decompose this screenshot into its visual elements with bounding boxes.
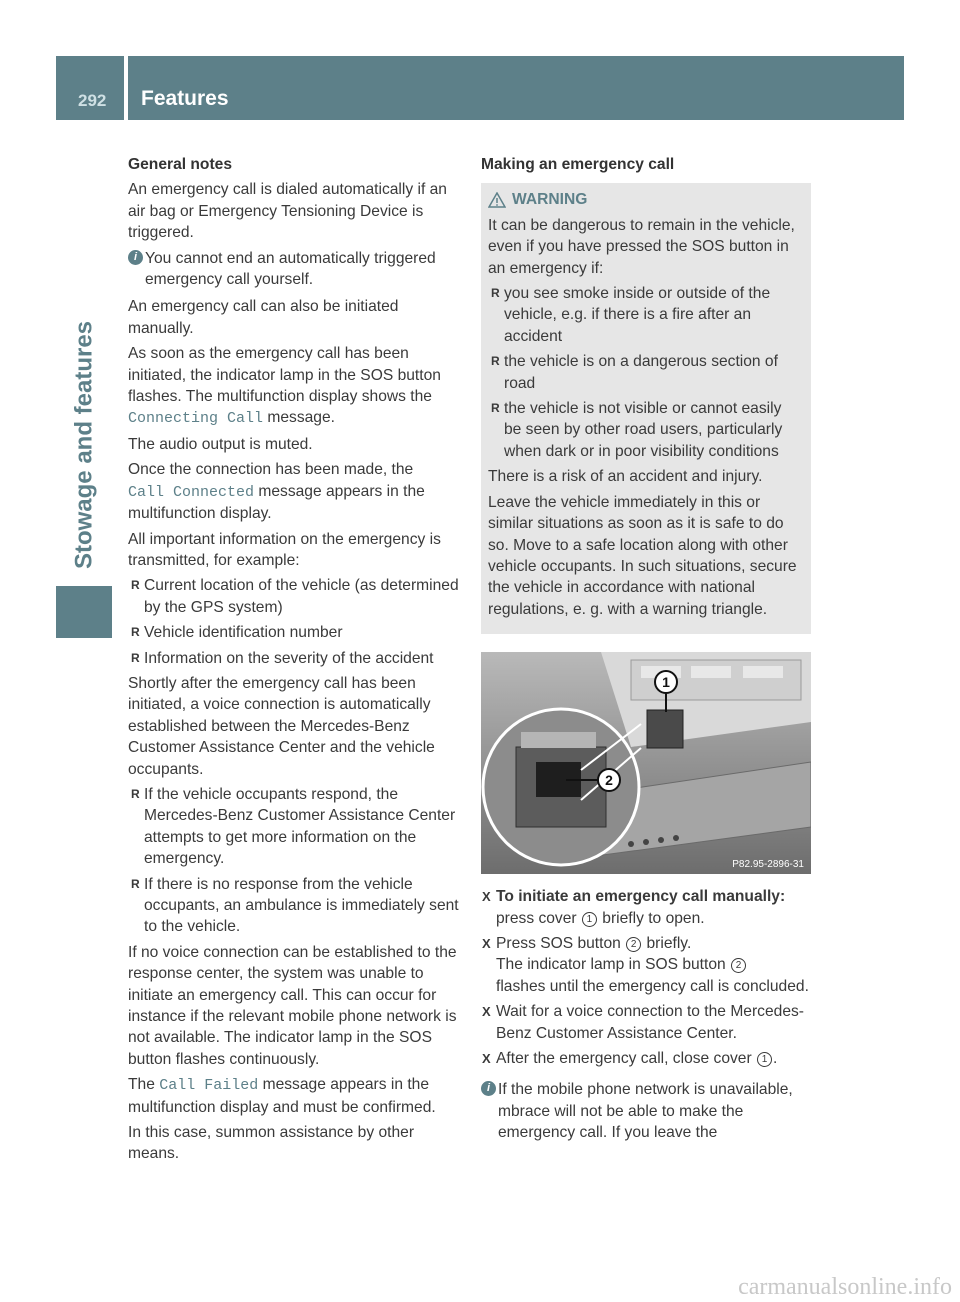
section-title: Features — [141, 87, 229, 110]
paragraph — [128, 343, 461, 430]
step-text: Press SOS button — [496, 934, 621, 952]
paragraph: If no voice connection can be established to the response center, the system was unable to initiate an emergency call. This can occur for instance if the relevant mobile phone network is not available. The indicator lamp in the SOS button flashes continuously. — [128, 943, 457, 1068]
side-chapter-label: Stowage and features — [70, 320, 98, 570]
list-item: R Information on the severity of the accident — [128, 648, 461, 669]
note-text: If the mobile phone network is unavailable, mbrace will not be able to make the emergency call. If you leave the — [498, 1081, 793, 1142]
step — [481, 933, 811, 997]
step-text: press cover — [496, 909, 577, 927]
photo-code: P82.95-2896-31 — [732, 859, 804, 871]
paragraph: An emergency call can also be initiated manually. — [128, 298, 399, 337]
info-icon: i — [481, 1081, 496, 1096]
paragraph-text: As soon as the emergency call has been initiated, the indicator lamp in the SOS button flashes. The multifunction display shows the — [128, 345, 441, 406]
warning-list — [488, 283, 803, 462]
right-column — [481, 154, 811, 1150]
info-list — [128, 575, 461, 669]
paragraph — [128, 459, 461, 524]
side-tab-marker — [56, 586, 112, 638]
paragraph-text: message appears in the multifunction display and must be confirmed. — [128, 1076, 436, 1116]
paragraph-text: message appears in the multifunction display. — [128, 482, 425, 523]
paragraph — [128, 1074, 461, 1118]
sos-button-photo — [481, 652, 811, 874]
step-text: flashes until the emergency call is concluded. — [496, 977, 809, 995]
paragraph-text: Once the connection has been made, the — [128, 461, 414, 479]
callout-1-ref: 1 — [582, 912, 597, 927]
note-text: You cannot end an automatically triggered emergency call yourself. — [145, 249, 436, 289]
warning-box — [481, 183, 811, 634]
steps — [481, 886, 811, 1143]
warning-triangle-icon — [488, 192, 506, 208]
warning-risk: There is a risk of an accident and injury. — [488, 468, 763, 486]
callout-2: 2 — [605, 772, 613, 789]
step-text: briefly. — [646, 934, 692, 952]
paragraph-text: The — [128, 1076, 155, 1094]
list-item: R the vehicle is on a dangerous section of road — [488, 351, 803, 394]
step-text: The indicator lamp in SOS button — [496, 956, 726, 974]
warning-intro: It can be dangerous to remain in the vehicle, even if you have pressed the SOS button in an emergency if: — [488, 216, 795, 277]
list-item: R Current location of the vehicle (as determined by the GPS system) — [128, 575, 461, 618]
step — [481, 886, 811, 929]
callout-1: 1 — [662, 674, 670, 691]
paragraph: All important information on the emergency is transmitted, for example: — [128, 530, 441, 569]
callout-2-ref: 2 — [626, 937, 641, 952]
warning-advice: Leave the vehicle immediately in this or similar situations as soon as it is safe to do so. Move to a safe location along with other vehicle occupants. In such situations, secure the vehicle in accordance with national regulations, e. g. with a warning triangle. — [488, 493, 797, 618]
callout-1-ref: 1 — [757, 1052, 772, 1067]
general-notes-heading: General notes — [128, 156, 232, 173]
photo-illustration — [481, 652, 811, 874]
making-call-heading: Making an emergency call — [481, 156, 675, 173]
response-list — [128, 784, 461, 938]
callout-2-ref: 2 — [731, 958, 746, 973]
watermark: carmanualsonline.info — [738, 1273, 952, 1300]
list-item: R Vehicle identification number — [128, 622, 461, 643]
page-number: 292 — [78, 91, 107, 110]
header-divider — [124, 56, 128, 120]
step — [481, 1048, 811, 1069]
list-item: R If there is no response from the vehicle occupants, an ambulance is immediately sent to the vehicle. — [128, 874, 461, 938]
step-bold: To initiate an emergency call manually: — [496, 888, 786, 906]
display-message-code: Connecting Call — [128, 410, 264, 428]
step-text: After the emergency call, close cover — [496, 1049, 752, 1067]
list-item: R you see smoke inside or outside of the vehicle, e.g. if there is a fire after an accident — [488, 283, 803, 347]
display-message-code: Call Connected — [128, 483, 255, 501]
paragraph: The audio output is muted. — [128, 435, 313, 453]
paragraph: In this case, summon assistance by other means. — [128, 1124, 415, 1163]
info-note — [128, 248, 461, 291]
warning-title: WARNING — [512, 191, 588, 209]
list-item: R the vehicle is not visible or cannot easily be seen by other road users, particularly when dark or in poor visibility conditions — [488, 398, 803, 462]
warning-header — [488, 189, 803, 210]
info-icon: i — [128, 250, 143, 265]
step: X Wait for a voice connection to the Mercedes-Benz Customer Assistance Center. — [481, 1001, 811, 1044]
display-message-code: Call Failed — [159, 1077, 259, 1095]
paragraph-text: message. — [267, 409, 335, 427]
left-column — [128, 154, 461, 1169]
info-note — [481, 1079, 811, 1143]
step-text: briefly to open. — [602, 909, 705, 927]
paragraph: An emergency call is dialed automatically if an air bag or Emergency Tensioning Device is triggered. — [128, 181, 447, 242]
step-text: . — [773, 1049, 778, 1067]
list-item: R If the vehicle occupants respond, the Mercedes-Benz Customer Assistance Center attempts to get more information on the emergency. — [128, 784, 461, 870]
paragraph: Shortly after the emergency call has been initiated, a voice connection is automatically established between the Mercedes-Benz Customer Assistance Center and the vehicle occupants. — [128, 674, 435, 778]
